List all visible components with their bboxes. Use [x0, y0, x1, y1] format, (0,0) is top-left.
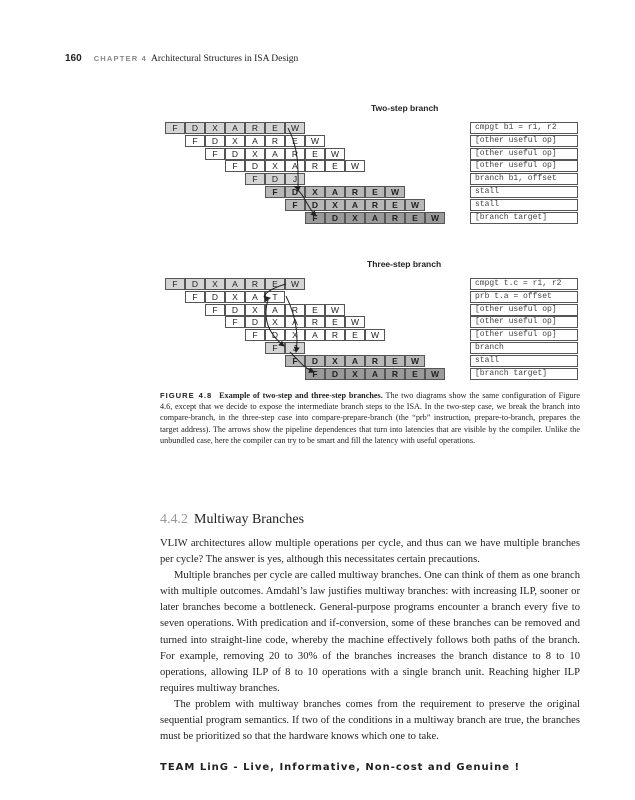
paragraph: VLIW architectures allow multiple operations per cycle, and thus can we have multiple branches per cycle? The answer is yes, although this necessitates certain precautions. — [160, 538, 580, 566]
two-step-stage-cell: W — [385, 186, 405, 198]
two-step-instruction: branch b1, offset — [470, 173, 578, 185]
chapter-label: CHAPTER 4 — [93, 54, 147, 63]
two-step-stage-cell: F — [285, 199, 305, 211]
two-step-stage-cell: E — [285, 135, 305, 147]
three-step-stage-cell: E — [405, 368, 425, 380]
two-step-stage-cell: D — [205, 135, 225, 147]
three-step-instruction: branch — [470, 342, 578, 354]
two-step-instruction: [branch target] — [470, 212, 578, 224]
two-step-instruction: [other useful op] — [470, 148, 578, 160]
three-step-stage-cell: F — [165, 278, 185, 290]
three-step-stage-cell: A — [305, 329, 325, 341]
two-step-stage-cell: D — [325, 212, 345, 224]
three-step-stage-cell: E — [305, 304, 325, 316]
three-step-stage-cell: X — [225, 291, 245, 303]
two-step-stage-cell: F — [265, 186, 285, 198]
three-step-stage-cell: W — [405, 355, 425, 367]
three-step-stage-cell: A — [265, 304, 285, 316]
two-step-instruction: stall — [470, 199, 578, 211]
figure-caption — [160, 390, 580, 446]
three-step-stage-cell: J — [285, 342, 305, 354]
two-step-stage-cell: X — [345, 212, 365, 224]
two-step-stage-cell: D — [285, 186, 305, 198]
two-step-stage-cell: A — [325, 186, 345, 198]
three-step-stage-cell: F — [285, 355, 305, 367]
figure-title: Example of two-step and three-step branches. — [219, 391, 383, 400]
three-step-stage-cell: D — [325, 368, 345, 380]
three-step-instruction: cmpgt t.c = r1, r2 — [470, 278, 578, 290]
two-step-stage-cell: E — [305, 148, 325, 160]
two-step-stage-cell: E — [265, 122, 285, 134]
three-step-stage-cell: E — [385, 355, 405, 367]
three-step-stage-cell: F — [265, 342, 285, 354]
two-step-stage-cell: X — [325, 199, 345, 211]
three-step-stage-cell: W — [365, 329, 385, 341]
three-step-stage-cell: E — [345, 329, 365, 341]
two-step-stage-cell: W — [325, 148, 345, 160]
chapter-title: Architectural Structures in ISA Design — [151, 54, 299, 64]
three-step-stage-cell: D — [305, 355, 325, 367]
two-step-stage-cell: F — [245, 173, 265, 185]
two-step-stage-cell: E — [325, 160, 345, 172]
three-step-stage-cell: T — [265, 291, 285, 303]
three-step-stage-cell: X — [265, 316, 285, 328]
three-step-stage-cell: X — [325, 355, 345, 367]
two-step-instruction: stall — [470, 186, 578, 198]
two-step-stage-cell: J — [285, 173, 305, 185]
three-step-stage-cell: R — [325, 329, 345, 341]
two-step-stage-cell: D — [185, 122, 205, 134]
two-step-stage-cell: A — [365, 212, 385, 224]
footer-watermark: TEAM LinG - Live, Informative, Non-cost and Genuine ! — [160, 762, 521, 773]
three-step-stage-cell: X — [245, 304, 265, 316]
two-step-stage-cell: X — [205, 122, 225, 134]
three-step-instruction: [other useful op] — [470, 316, 578, 328]
three-step-stage-cell: F — [205, 304, 225, 316]
two-step-stage-cell: A — [245, 135, 265, 147]
two-step-stage-cell: W — [425, 212, 445, 224]
two-step-stage-cell: F — [305, 212, 325, 224]
three-step-instruction: [other useful op] — [470, 329, 578, 341]
two-step-stage-cell: D — [225, 148, 245, 160]
three-step-instruction: [other useful op] — [470, 304, 578, 316]
two-step-stage-cell: F — [165, 122, 185, 134]
two-step-stage-cell: D — [265, 173, 285, 185]
two-step-title: Two-step branch — [371, 103, 439, 113]
two-step-stage-cell: W — [405, 199, 425, 211]
three-step-stage-cell: W — [425, 368, 445, 380]
three-step-stage-cell: D — [185, 278, 205, 290]
three-step-stage-cell: A — [345, 355, 365, 367]
two-step-stage-cell: F — [205, 148, 225, 160]
section-number: 4.4.2 — [160, 512, 188, 527]
two-step-stage-cell: R — [385, 212, 405, 224]
running-header — [65, 53, 298, 64]
paragraph: The problem with multiway branches comes from the requirement to preserve the original sequential program semantics. If two of the conditions in a multiway branch are true, the branches must be prioritized so that the hardware knows which one to take. — [160, 698, 580, 743]
page-number: 160 — [65, 53, 82, 64]
two-step-stage-cell: R — [305, 160, 325, 172]
three-step-stage-cell: R — [245, 278, 265, 290]
three-step-stage-cell: A — [245, 291, 265, 303]
three-step-stage-cell: A — [365, 368, 385, 380]
three-step-title: Three-step branch — [367, 259, 442, 269]
three-step-stage-cell: D — [225, 304, 245, 316]
two-step-stage-cell: E — [365, 186, 385, 198]
figure-label: FIGURE 4.8 — [160, 391, 213, 400]
three-step-stage-cell: E — [325, 316, 345, 328]
three-step-instruction: [branch target] — [470, 368, 578, 380]
two-step-stage-cell: X — [245, 148, 265, 160]
two-step-stage-cell: E — [385, 199, 405, 211]
three-step-stage-cell: A — [225, 278, 245, 290]
figure-caption-text: The two diagrams show the same configuration of Figure 4.6, except that we decide to expose the intermediate branch steps to the ISA. In the two-step case, we break the branch into compare-branch, in the three-step case into compare-prepare-branch (the “prb” instruction, prepare-to-branch, prepares the target address). The arrows show the pipeline dependences that turn into latencies that are visible by the compiler. Unlike the unbundled case, here the compiler can try to be smart and fill the latency with useful operations. — [160, 391, 580, 445]
two-step-stage-cell: W — [305, 135, 325, 147]
two-step-stage-cell: E — [405, 212, 425, 224]
three-step-stage-cell: D — [265, 329, 285, 341]
two-step-stage-cell: D — [305, 199, 325, 211]
three-step-stage-cell: R — [305, 316, 325, 328]
three-step-stage-cell: F — [245, 329, 265, 341]
two-step-instruction: [other useful op] — [470, 160, 578, 172]
three-step-stage-cell: F — [185, 291, 205, 303]
body-text — [160, 536, 580, 745]
two-step-stage-cell: R — [345, 186, 365, 198]
two-step-stage-cell: X — [225, 135, 245, 147]
three-step-stage-cell: D — [245, 316, 265, 328]
three-step-instruction: prb t.a = offset — [470, 291, 578, 303]
three-step-stage-cell: R — [385, 368, 405, 380]
two-step-instruction: cmpgt b1 = r1, r2 — [470, 122, 578, 134]
two-step-stage-cell: R — [245, 122, 265, 134]
two-step-stage-cell: W — [285, 122, 305, 134]
two-step-stage-cell: R — [285, 148, 305, 160]
three-step-stage-cell: F — [225, 316, 245, 328]
two-step-stage-cell: F — [185, 135, 205, 147]
two-step-stage-cell: F — [225, 160, 245, 172]
three-step-stage-cell: W — [325, 304, 345, 316]
two-step-stage-cell: R — [265, 135, 285, 147]
three-step-stage-cell: X — [345, 368, 365, 380]
two-step-instruction: [other useful op] — [470, 135, 578, 147]
three-step-instruction: stall — [470, 355, 578, 367]
two-step-stage-cell: X — [305, 186, 325, 198]
two-step-stage-cell: A — [285, 160, 305, 172]
three-step-stage-cell: W — [285, 278, 305, 290]
three-step-stage-cell: X — [285, 329, 305, 341]
three-step-stage-cell: F — [305, 368, 325, 380]
two-step-stage-cell: D — [245, 160, 265, 172]
three-step-stage-cell: R — [365, 355, 385, 367]
section-title: Multiway Branches — [194, 512, 305, 527]
three-step-stage-cell: W — [345, 316, 365, 328]
two-step-stage-cell: X — [265, 160, 285, 172]
two-step-stage-cell: R — [365, 199, 385, 211]
three-step-stage-cell: E — [265, 278, 285, 290]
two-step-stage-cell: W — [345, 160, 365, 172]
paragraph: Multiple branches per cycle are called multiway branches. One can think of them as one branch with multiple outcomes. Amdahl’s law justifies multiway branches: with increasing ILP, sooner or later branches become a bottleneck. General-purpose programs encounter a branch every five to seven operations. With predication and if-conversion, some of these branches can be removed and turned into straight-line code, whereby the machine effectively follows both paths of the branch. For example, removing 20 to 30% of the branches increases the branch distance to 8 to 10 operations, allowing ILP of 8 to 10 operations with a single branch unit. Reaching higher ILP requires multiway branches. — [160, 570, 580, 694]
three-step-stage-cell: D — [205, 291, 225, 303]
two-step-stage-cell: A — [345, 199, 365, 211]
three-step-stage-cell: R — [285, 304, 305, 316]
three-step-stage-cell: X — [205, 278, 225, 290]
two-step-stage-cell: A — [265, 148, 285, 160]
two-step-stage-cell: A — [225, 122, 245, 134]
section-heading — [160, 512, 304, 528]
three-step-stage-cell: A — [285, 316, 305, 328]
